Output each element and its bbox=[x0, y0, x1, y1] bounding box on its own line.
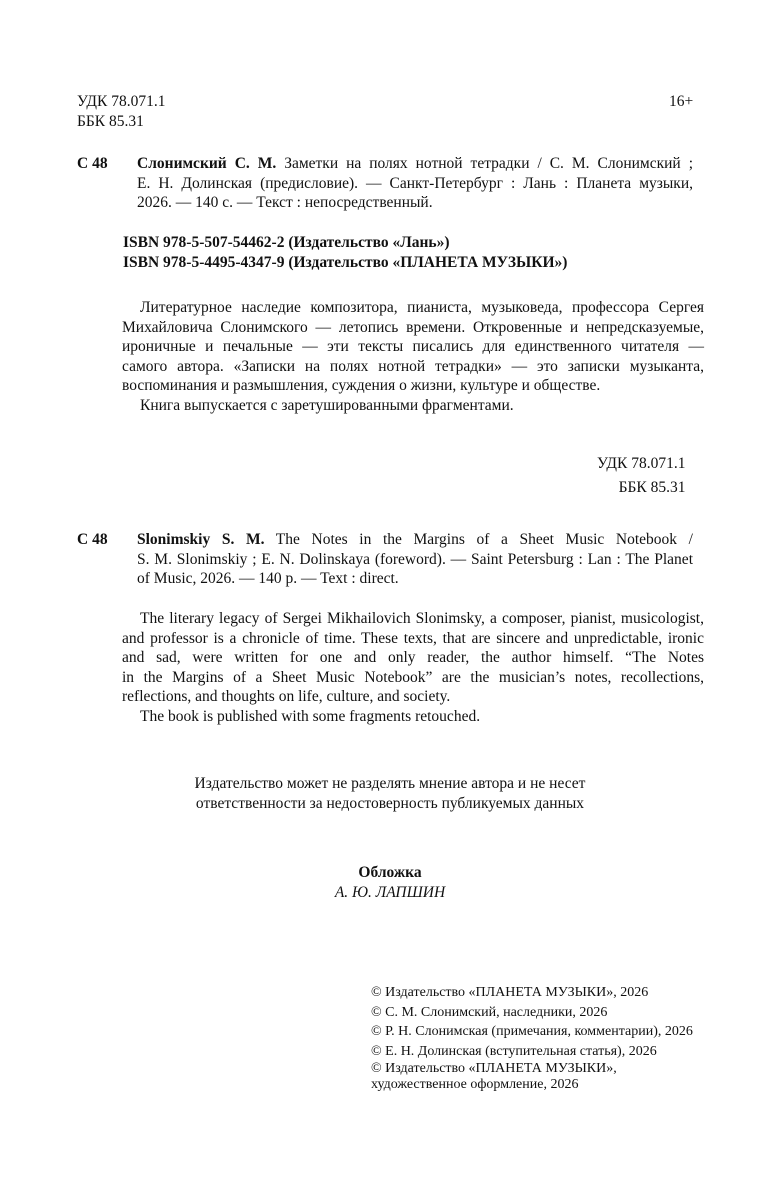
ru-annotation-note: Книга выпускается с заретушированными фрагментами. bbox=[140, 396, 514, 414]
ru-record-author: Слонимский С. М. bbox=[137, 155, 277, 172]
en-annotation-line: in the Margins of a Sheet Music Notebook” are the musician’s notes, recollections, bbox=[122, 668, 704, 686]
age-rating: 16+ bbox=[669, 93, 694, 110]
cover-label: Обложка bbox=[358, 864, 422, 881]
en-annotation-line: and professor is a chronicle of time. These texts, that are sincere and unpredictable, ironic bbox=[122, 629, 704, 647]
en-annotation-line: reflections, and thoughts on life, culture, and society. bbox=[122, 688, 451, 705]
isbn-lan: ISBN 978-5-507-54462-2 (Издательство «Лань») bbox=[123, 234, 450, 251]
disclaimer-line: ответственности за недостоверность публикуемых данных bbox=[195, 794, 585, 812]
isbn-block bbox=[123, 233, 567, 272]
en-record-line: of Music, 2026. — 140 p. — Text : direct. bbox=[137, 570, 399, 587]
udk-code: УДК 78.071.1 bbox=[77, 93, 166, 110]
ru-record-line: Слонимский С. М. Заметки на полях нотной тетрадки / С. М. Слонимский ; bbox=[137, 155, 693, 172]
en-record-line: S. M. Slonimskiy ; E. N. Dolinskaya (foreword). — Saint Petersburg : Lan : The Planet bbox=[137, 550, 693, 568]
en-annotation-note: The book is published with some fragments retouched. bbox=[140, 707, 481, 725]
ru-annotation-line: самого автора. «Записки на полях нотной тетрадки» — это записки музыканта, bbox=[122, 357, 704, 375]
copyright-line: художественное оформление, 2026 bbox=[371, 1077, 579, 1092]
ru-record-line: 2026. — 140 с. — Текст : непосредственный. bbox=[137, 194, 433, 211]
bbk-code-mid: ББК 85.31 bbox=[618, 478, 686, 496]
copyright-line: © Е. Н. Долинская (вступительная статья), 2026 bbox=[371, 1043, 657, 1059]
cover-designer: А. Ю. ЛАПШИН bbox=[334, 883, 446, 901]
ru-annotation bbox=[122, 298, 704, 415]
ru-record-line: Е. Н. Долинская (предисловие). — Санкт-Петербург : Лань : Планета музыки, bbox=[137, 174, 693, 192]
en-annotation-line: and sad, were written for one and only reader, the author himself. “The Notes bbox=[122, 649, 704, 666]
copyright-block bbox=[371, 983, 693, 1093]
top-classification bbox=[77, 92, 165, 131]
disclaimer-line: Издательство может не разделять мнение автора и не несет bbox=[194, 775, 586, 792]
ru-annotation-line: Михайловича Слонимского — летопись времени. Откровенные и непредсказуемые, bbox=[122, 318, 704, 336]
copyright-line: © Р. Н. Слонимская (примечания, комментарии), 2026 bbox=[371, 1024, 693, 1039]
en-record-author: Slonimskiy S. M. bbox=[137, 531, 265, 548]
ru-author-sign: С 48 bbox=[77, 155, 108, 172]
udk-code-mid: УДК 78.071.1 bbox=[597, 455, 686, 472]
copyright-line: © Издательство «ПЛАНЕТА МУЗЫКИ», 2026 bbox=[371, 985, 649, 1000]
ru-annotation-line: Литературное наследие композитора, пианиста, музыковеда, профессора Сергея bbox=[140, 299, 704, 316]
en-bibliographic-record bbox=[137, 530, 693, 589]
en-record-line: Slonimskiy S. M. The Notes in the Margins of a Sheet Music Notebook / bbox=[137, 531, 693, 548]
copyright-line: © Издательство «ПЛАНЕТА МУЗЫКИ», bbox=[371, 1061, 617, 1076]
publisher-disclaimer bbox=[150, 774, 630, 813]
en-annotation bbox=[122, 609, 704, 726]
isbn-planeta: ISBN 978-5-4495-4347-9 (Издательство «ПЛАНЕТА МУЗЫКИ») bbox=[123, 253, 568, 271]
ru-bibliographic-record bbox=[137, 154, 693, 213]
copyright-line: © С. М. Слонимский, наследники, 2026 bbox=[371, 1004, 608, 1020]
bbk-code: ББК 85.31 bbox=[77, 112, 144, 130]
ru-annotation-line: ироничные и печальные — эти тексты писались для единственного читателя — bbox=[122, 338, 704, 355]
ru-annotation-line: воспоминания и размышления, суждения о жизни, культуре и обществе. bbox=[122, 377, 601, 394]
en-author-sign: С 48 bbox=[77, 531, 108, 548]
mid-classification bbox=[597, 454, 685, 497]
en-annotation-line: The literary legacy of Sergei Mikhailovich Slonimsky, a composer, pianist, musicologist, bbox=[140, 610, 704, 627]
cover-credit bbox=[280, 863, 500, 902]
